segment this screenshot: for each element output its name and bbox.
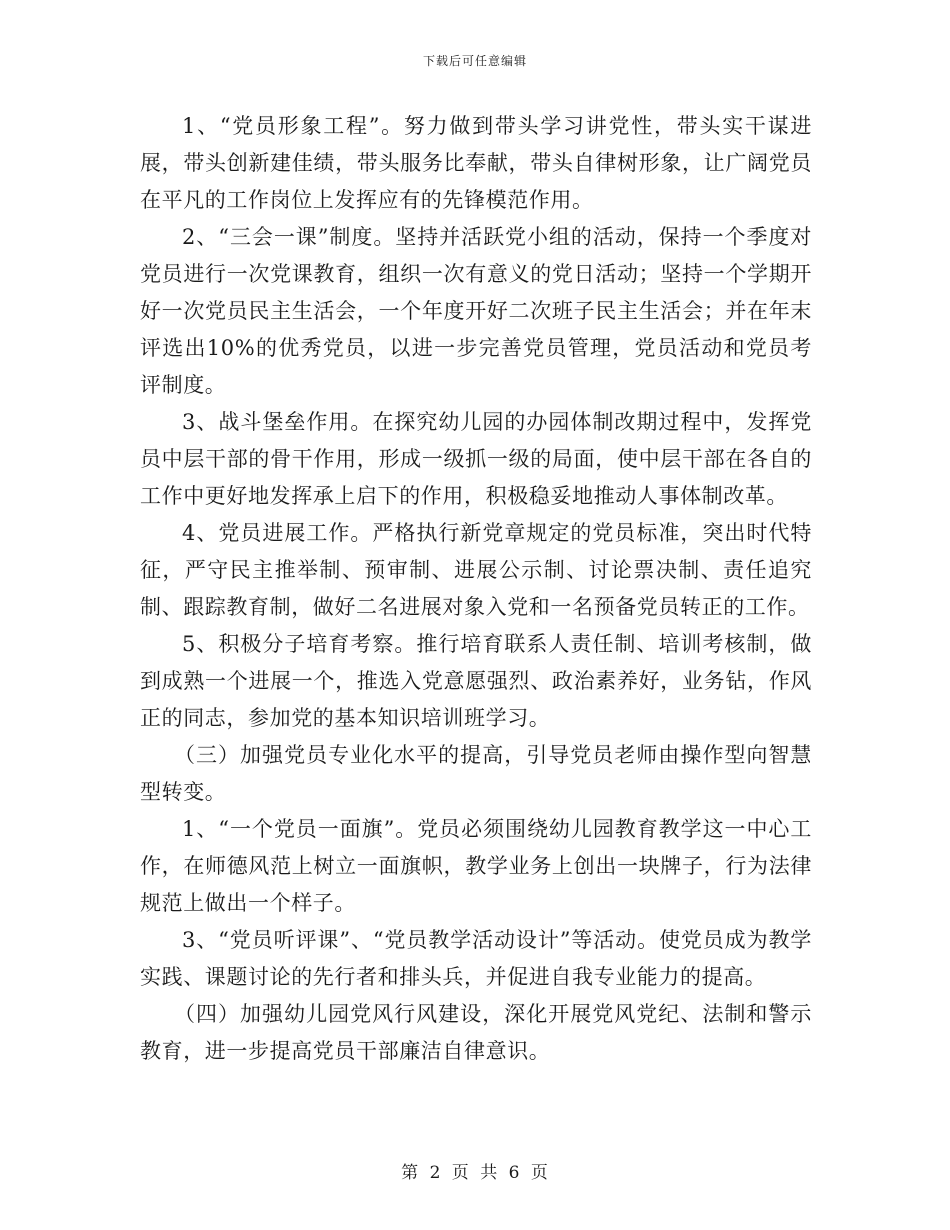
document-body [140,108,812,1070]
section-heading-party-conduct: （四）加强幼儿园党风行风建设，深化开展党风党纪、法制和警示教育，进一步提高党员干部廉洁自律意识。 [140,1002,812,1063]
paragraph-lesson-evaluation: 3、“党员听评课”、“党员教学活动设计”等活动。使党员成为教学实践、课题讨论的先行者和排头兵，并促进自我专业能力的提高。 [140,928,812,989]
paragraph-fortress-role: 3、战斗堡垒作用。在探究幼儿园的办园体制改期过程中，发挥党员中层干部的骨干作用，形成一级抓一级的局面，使中层干部在各自的工作中更好地发挥承上启下的作用，积极稳妥地推动人事体制改革。 [140,410,812,508]
paragraph-one-member-one-flag: 1、“一个党员一面旗”。党员必须围绕幼儿园教育教学这一中心工作，在师德风范上树立一面旗帜，教学业务上创出一块牌子，行为法律规范上做出一个样子。 [140,817,812,915]
page-number-footer: 第 2 页 共 6 页 [401,1163,549,1183]
section-heading-professional-level: （三）加强党员专业化水平的提高，引导党员老师由操作型向智慧型转变。 [140,743,812,804]
paragraph-party-image-project: 1、“党员形象工程”。努力做到带头学习讲党性，带头实干谋进展，带头创新建佳绩，带头服务比奉献，带头自律树形象，让广阔党员在平凡的工作岗位上发挥应有的先锋模范作用。 [140,114,812,212]
paragraph-member-development: 4、党员进展工作。严格执行新党章规定的党员标准，突出时代特征，严守民主推举制、预审制、进展公示制、讨论票决制、责任追究制、跟踪教育制，做好二名进展对象入党和一名预备党员转正的工作。 [140,521,812,619]
page-header-note: 下载后可任意编辑 [422,54,527,68]
paragraph-three-meetings-one-lesson: 2、“三会一课”制度。坚持并活跃党小组的活动，保持一个季度对党员进行一次党课教育，组织一次有意义的党日活动；坚持一个学期开好一次党员民主生活会，一个年度开好二次班子民主生活会；并在年末评选出10%的优秀党员，以进一步完善党员管理，党员活动和党员考评制度。 [140,225,812,397]
paragraph-activist-training: 5、积极分子培育考察。推行培育联系人责任制、培训考核制，做到成熟一个进展一个，推选入党意愿强烈、政治素养好，业务钻，作风正的同志，参加党的基本知识培训班学习。 [140,632,812,730]
